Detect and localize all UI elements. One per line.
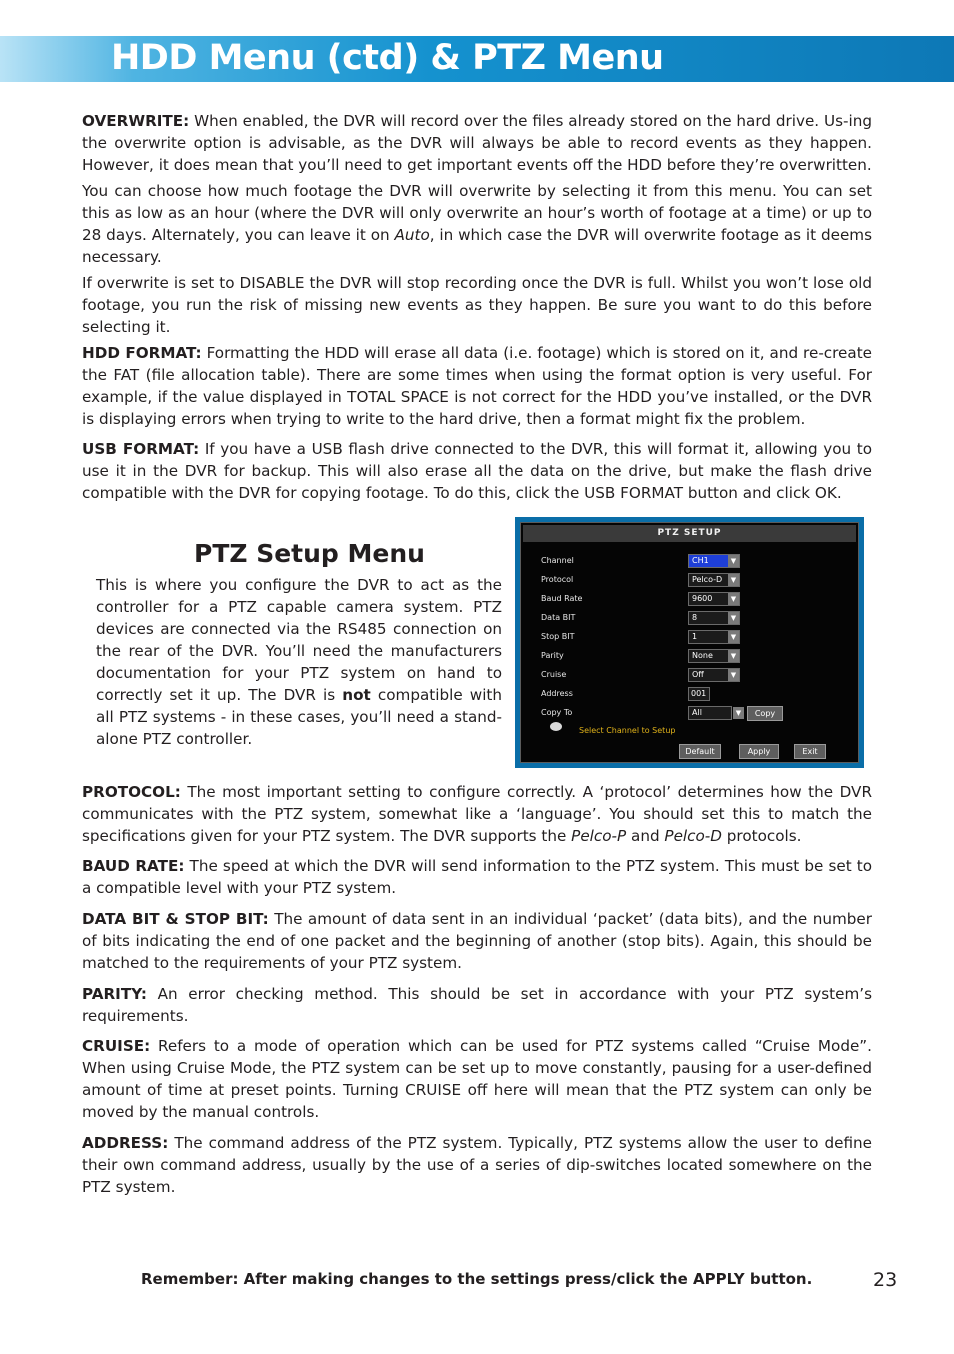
hdd-format-label: HDD FORMAT: (82, 344, 202, 362)
ptz-intro-text-a: This is where you configure the DVR to act as the controller for a PTZ capable camera system. PTZ devices are connected via the RS485 connection on the rear of the DVR. You’ll need the manufacturers documentation for your PTZ system on hand to correctly set it up. The DVR is (96, 576, 502, 704)
overwrite-text: When enabled, the DVR will record over the files already stored on the hard drive. Us-ing the overwrite option is advisable, as the DVR will always be able to record events as they happen. However, it does mean that you’ll need to get important events off the HDD before they’re overwritten. (82, 112, 872, 174)
overwrite-label: OVERWRITE: (82, 112, 190, 130)
protocol-and: and (626, 827, 665, 845)
ptz-row-protocol (521, 573, 858, 589)
ptz-parity-value: None (692, 651, 713, 660)
baud-rate-paragraph (82, 855, 872, 899)
ptz-setup-screenshot (515, 517, 864, 768)
ptz-protocol-label: Protocol (541, 575, 574, 584)
ptz-protocol-value: Pelco-D (692, 575, 723, 584)
chevron-down-icon[interactable]: ▼ (728, 669, 739, 681)
ptz-row-baud-rate (521, 592, 858, 608)
ptz-cruise-value: Off (692, 670, 704, 679)
overwrite-amount-auto: Auto (394, 226, 430, 244)
ptz-default-button[interactable]: Default (679, 744, 721, 759)
ptz-baud-rate-value: 9600 (692, 594, 713, 603)
footer-note: Remember: After making changes to the settings press/click the APPLY button. (141, 1270, 813, 1288)
ptz-channel-value: CH1 (692, 556, 709, 565)
chevron-down-icon[interactable]: ▼ (728, 574, 739, 586)
ptz-exit-button[interactable]: Exit (794, 744, 826, 759)
usb-format-text: If you have a USB flash drive connected to the DVR, this will format it, allowing you to use it in the DVR for backup. This will also erase all the data on the drive, but make the flash drive compatible with the DVR for copying footage. To do this, click the USB FORMAT button and click OK. (82, 440, 873, 502)
protocol-text-a: The most important setting to configure correctly. A ‘protocol’ determines how the DVR communicates with the PTZ system, somewhat like a ‘language’. You should set this to match the specifications given for your PTZ system. The DVR supports the (82, 783, 872, 845)
overwrite-amount-text-b: , in which case the DVR will overwrite footage as it deems necessary. (82, 226, 872, 266)
cruise-text: Refers to a mode of operation which can be used for PTZ systems called “Cruise Mode”. When using Cruise Mode, the PTZ system can be set up to move constantly, pausing for a user-defined amount of time at preset points. Turning CRUISE off here will mean that the PTZ system can only be moved by the manual controls. (82, 1037, 872, 1121)
parity-label: PARITY: (82, 985, 147, 1003)
ptz-copy-button[interactable]: Copy (747, 706, 783, 721)
ptz-heading: PTZ Setup Menu (194, 539, 425, 568)
hdd-format-paragraph (82, 342, 872, 430)
protocol-pelco-d: Pelco-D (664, 827, 722, 845)
ptz-channel-label: Channel (541, 556, 574, 565)
chevron-down-icon[interactable]: ▼ (728, 631, 739, 643)
chevron-down-icon[interactable]: ▼ (728, 593, 739, 605)
ptz-stop-bit-select[interactable] (688, 630, 740, 644)
overwrite-amount-paragraph (82, 180, 872, 268)
ptz-data-bit-label: Data BIT (541, 613, 576, 622)
chevron-down-icon[interactable]: ▼ (728, 612, 739, 624)
overwrite-disable-paragraph: If overwrite is set to DISABLE the DVR will stop recording once the DVR is full. Whilst you won’t lose old footage, you run the risk of missing new events as they happen. Be sure you want to do this before selecting it. (82, 274, 872, 336)
ptz-baud-rate-select[interactable] (688, 592, 740, 606)
ptz-intro-text-b: compatible with all PTZ systems - in these cases, you’ll need a stand-alone PTZ controller. (96, 686, 502, 748)
ptz-protocol-select[interactable] (688, 573, 740, 587)
protocol-text-b: protocols. (721, 827, 802, 845)
ptz-copy-to-select[interactable] (688, 706, 732, 720)
data-bit-label: DATA BIT & STOP BIT: (82, 910, 269, 928)
ptz-address-label: Address (541, 689, 573, 698)
address-text: The command address of the PTZ system. Typically, PTZ systems allow the user to define their own command address, usually by the use of a series of dip-switches located somewhere on the PTZ system. (82, 1134, 872, 1196)
ptz-setup-title: PTZ SETUP (523, 525, 856, 542)
data-bit-text: The amount of data sent in an individual ‘packet’ (data bits), and the number of bits indicating the end of one packet and the beginning of another (stop bits). Again, this should be matched to the requirements of your PTZ system. (82, 910, 872, 972)
overwrite-amount-text-a: You can choose how much footage the DVR will overwrite by selecting it from this menu. You can set this as low as an hour (where the DVR will only overwrite an hour’s worth of footage at a time) or up to 28 days. Alternately, you can leave it on (82, 182, 872, 244)
ptz-intro-not: not (342, 686, 371, 704)
ptz-stop-bit-value: 1 (692, 632, 698, 641)
ptz-row-stop-bit (521, 630, 858, 646)
ptz-data-bit-select[interactable] (688, 611, 740, 625)
mouse-icon (550, 722, 562, 731)
parity-text: An error checking method. This should be set in accordance with your PTZ system’s requirements. (82, 985, 872, 1025)
ptz-stop-bit-label: Stop BIT (541, 632, 575, 641)
ptz-address-input[interactable]: 001 (688, 687, 710, 701)
chevron-down-icon[interactable]: ▼ (728, 555, 739, 567)
ptz-row-parity (521, 649, 858, 665)
ptz-copy-to-label: Copy To (541, 708, 573, 717)
ptz-row-cruise (521, 668, 858, 684)
ptz-setup-window (520, 522, 859, 763)
ptz-data-bit-value: 8 (692, 613, 698, 622)
ptz-row-data-bit (521, 611, 858, 627)
address-label: ADDRESS: (82, 1134, 169, 1152)
ptz-cruise-select[interactable] (688, 668, 740, 682)
ptz-row-copy-to (521, 706, 858, 722)
overwrite-paragraph (82, 110, 872, 176)
protocol-pelco-p: Pelco-P (571, 827, 627, 845)
parity-paragraph (82, 983, 872, 1027)
ptz-baud-rate-label: Baud Rate (541, 594, 583, 603)
cruise-paragraph (82, 1035, 872, 1123)
address-paragraph (82, 1132, 872, 1198)
ptz-copy-to-value: All (692, 708, 702, 717)
chevron-down-icon[interactable]: ▼ (728, 650, 739, 662)
ptz-row-address (521, 687, 858, 703)
ptz-intro-paragraph (96, 574, 502, 750)
chevron-down-icon[interactable]: ▼ (733, 707, 744, 719)
ptz-channel-select[interactable] (688, 554, 740, 568)
ptz-parity-label: Parity (541, 651, 564, 660)
ptz-hint-text: Select Channel to Setup (579, 726, 676, 735)
baud-rate-text: The speed at which the DVR will send information to the PTZ system. This must be set to a compatible level with your PTZ system. (82, 857, 873, 897)
usb-format-label: USB FORMAT: (82, 440, 200, 458)
ptz-cruise-label: Cruise (541, 670, 567, 679)
ptz-apply-button[interactable]: Apply (739, 744, 779, 759)
ptz-parity-select[interactable] (688, 649, 740, 663)
data-bit-paragraph (82, 908, 872, 974)
usb-format-paragraph (82, 438, 872, 504)
protocol-label: PROTOCOL: (82, 783, 181, 801)
cruise-label: CRUISE: (82, 1037, 151, 1055)
ptz-row-channel (521, 554, 858, 570)
baud-rate-label: BAUD RATE: (82, 857, 185, 875)
protocol-paragraph (82, 781, 872, 847)
hdd-format-text: Formatting the HDD will erase all data (i.e. footage) which is stored on it, and re-create the FAT (file allocation table). There are some times when using the format option is very useful. For example, if the value displayed in TOTAL SPACE is not correct for the HDD you’ve installed, or the DVR is displaying errors when trying to write to the hard drive, then a format might fix the problem. (82, 344, 873, 428)
page-number: 23 (873, 1269, 898, 1291)
page-title: HDD Menu (ctd) & PTZ Menu (111, 38, 664, 78)
